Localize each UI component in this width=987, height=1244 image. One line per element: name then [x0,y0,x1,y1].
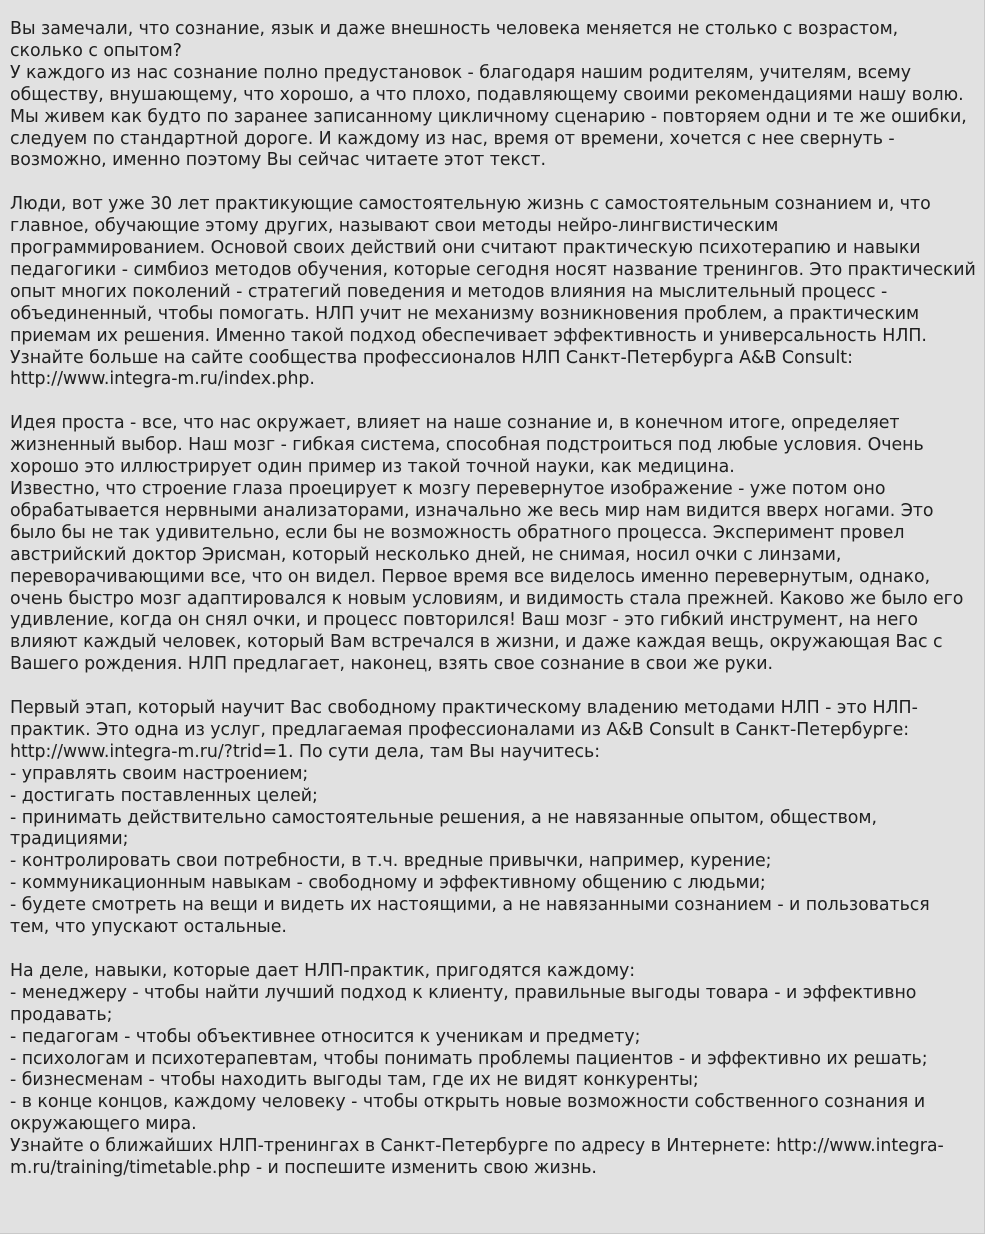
text-line: педагогики - симбиоз методов обучения, которые сегодня носят название тренингов. Это практический [10,259,976,280]
text-line: возможно, именно поэтому Вы сейчас читаете этот текст. [10,150,546,171]
paragraph-gap [10,391,976,413]
text-line: Узнайте больше на сайте сообщества профессионалов НЛП Санкт-Петербурга A&B Consult: [10,347,853,368]
paragraph-practitioner-skills [10,698,976,939]
text-line: m.ru/training/timetable.php - и поспешите изменить свою жизнь. [10,1158,597,1179]
paragraph-brain-example [10,413,976,676]
text-line: Вы замечали, что сознание, язык и даже внешность человека меняется не столько с возрастом, [10,19,899,39]
text-line: программированием. Основой своих действий они считают практическую психотерапию и навыки [10,238,921,259]
text-line: обществу, внушающему, что хорошо, а что плохо, подавляющему своими рекомендациями нашу волю. [10,84,964,105]
text-line: австрийский доктор Эрисман, который несколько дней, не снимая, носил очки с линзами, [10,544,842,565]
list-item: - коммуникационным навыкам - свободному и эффективному общению с людьми; [10,873,766,894]
text-line: На деле, навыки, которые дает НЛП-практик, пригодятся каждому: [10,960,636,981]
text-line: Известно, что строение глаза проецирует к мозгу перевернутое изображение - уже потом оно [10,479,886,499]
list-item: - принимать действительно самостоятельные решения, а не навязанные опытом, обществом, [10,807,877,828]
text-line: опыт многих поколений - стратегий поведения и методов влияния на мыслительный процесс - [10,281,888,302]
paragraph-nlp-description [10,194,976,391]
text-line: следуем по стандартной дороге. И каждому из нас, время от времени, хочется с нее свернуть - [10,128,895,149]
text-line: очень быстро мозг адаптировался к новым условиям, и видимость стала прежней. Каково же было его [10,588,964,609]
text-line: практик. Это одна из услуг, предлагаемая профессионалами из A&B Consult в Санкт-Петербурге: [10,719,910,740]
list-item: - управлять своим настроением; [10,763,309,784]
list-item: - бизнесменам - чтобы находить выгоды там, где их не видят конкуренты; [10,1070,699,1091]
list-item: - контролировать свои потребности, в т.ч. вредные привычки, например, курение; [10,851,772,872]
text-line: было бы не так удивительно, если бы не возможность обратного процесса. Эксперимент провел [10,522,905,543]
list-item: - менеджеру - чтобы найти лучший подход к клиенту, правильные выгоды товара - и эффективно [10,982,917,1003]
paragraph-audience [10,961,976,1180]
text-line: удивление, когда он снял очки, и процесс повторился! Ваш мозг - это гибкий инструмент, на него [10,610,918,631]
list-item: - психологам и психотерапевтам, чтобы понимать проблемы пациентов - и эффективно их решать; [10,1048,928,1069]
list-item: - в конце концов, каждому человеку - чтобы открыть новые возможности собственного сознания и [10,1092,926,1113]
paragraph-intro [10,19,976,172]
text-line: У каждого из нас сознание полно предустановок - благодаря нашим родителям, учителям, всему [10,62,911,83]
text-line: сколько с опытом? [10,40,182,61]
list-item: тем, что упускают остальные. [10,917,287,938]
list-item: традициями; [10,829,129,850]
paragraph-gap [10,939,976,961]
text-line: главное, обучающие этому других, называют свои методы нейро-лингвистическим [10,216,779,237]
text-line: http://www.integra-m.ru/?trid=1. По сути дела, там Вы научитесь: [10,741,601,762]
text-line: http://www.integra-m.ru/index.php. [10,369,315,390]
text-line: обрабатывается нервными анализаторами, изначально же весь мир нам видится вверх ногами. Это [10,500,934,521]
list-item: - педагогам - чтобы объективнее относится к ученикам и предмету; [10,1026,641,1047]
paragraph-gap [10,676,976,698]
article-body [10,19,976,1180]
text-line: приемам их решения. Именно такой подход обеспечивает эффективность и универсальность НЛП. [10,325,927,346]
text-line: хорошо это иллюстрирует один пример из такой точной науки, как медицина. [10,457,735,478]
text-line: влияют каждый человек, который Вам встречался в жизни, и даже каждая вещь, окружающая Вас с [10,632,943,653]
list-item: - будете смотреть на вещи и видеть их настоящими, а не навязанными сознанием - и пользоваться [10,895,930,916]
list-item: окружающего мира. [10,1114,197,1135]
text-line: Вашего рождения. НЛП предлагает, наконец, взять свое сознание в свои же руки. [10,654,773,675]
text-line: Первый этап, который научит Вас свободному практическому владению методами НЛП - это НЛП- [10,698,918,719]
text-line: Мы живем как будто по заранее записанному цикличному сценарию - повторяем одни и те же ошибки, [10,106,967,127]
text-line: переворачивающими все, что он видел. Первое время все виделось именно перевернутым, однако, [10,566,931,587]
paragraph-gap [10,172,976,194]
list-item: продавать; [10,1004,113,1025]
text-line: Люди, вот уже 30 лет практикующие самостоятельную жизнь с самостоятельным сознанием и, что [10,194,931,215]
text-line: Идея проста - все, что нас окружает, влияет на наше сознание и, в конечном итоге, определяет [10,413,900,434]
text-line: объединенный, чтобы помогать. НЛП учит не механизму возникновения проблем, а практическим [10,303,920,324]
text-line: Узнайте о ближайших НЛП-тренингах в Санкт-Петербурге по адресу в Интернете: http://www.integra- [10,1136,944,1157]
text-line: жизненный выбор. Наш мозг - гибкая система, способная подстроиться под любые условия. Очень [10,435,924,456]
list-item: - достигать поставленных целей; [10,785,318,806]
